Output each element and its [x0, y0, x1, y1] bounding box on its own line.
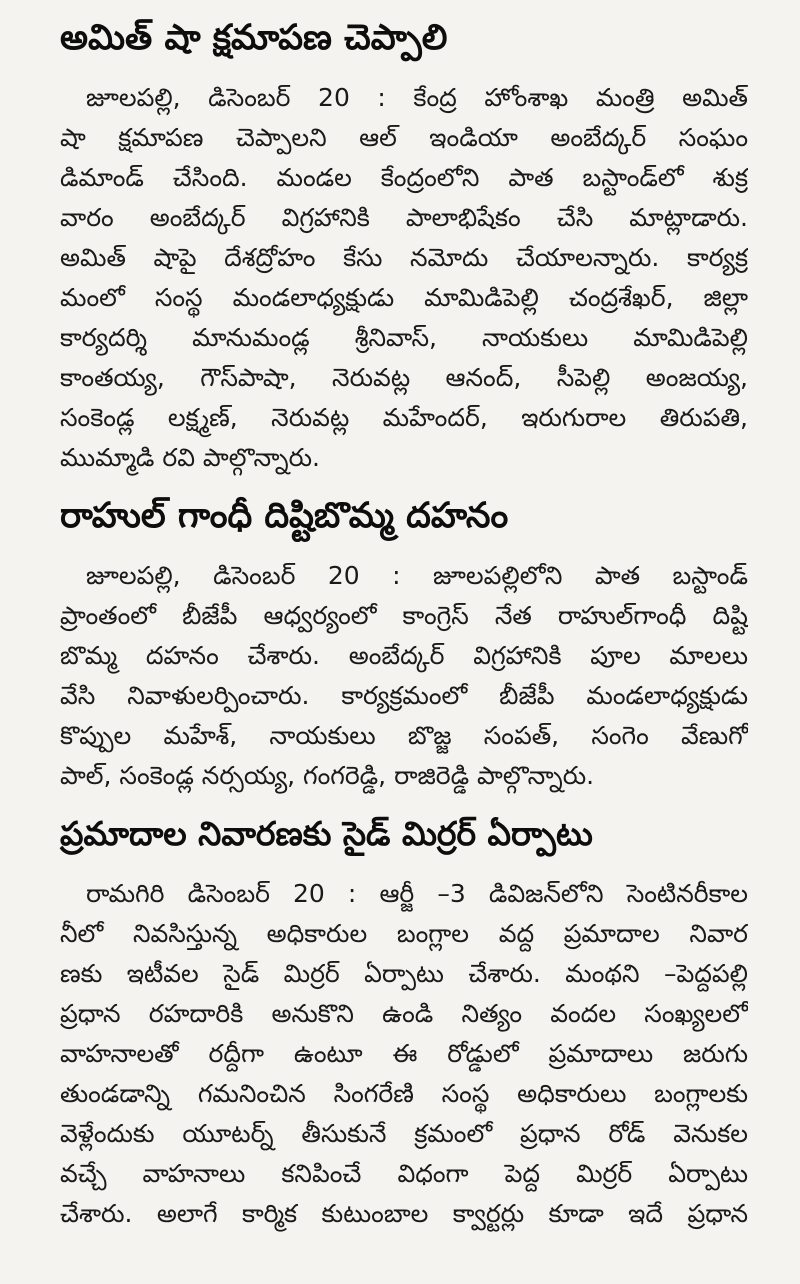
- article-line: నీలో నివసిస్తున్న అధికారుల బంగ్లాల వద్ద ప్రమాదాల నివార: [60, 919, 748, 948]
- article-line: బొమ్మ దహనం చేశారు. అంబేద్కర్ విగ్రహానికి పూల మాలలు: [60, 641, 748, 670]
- article-line: ముమ్మాడి రవి పాల్గొన్నారు.: [60, 443, 320, 472]
- article-line: కొప్పుల మహేశ్, నాయకులు బొజ్జ సంపత్, సంగెం వేణుగో: [60, 721, 748, 750]
- article-line: ప్రాంతంలో బీజేపీ ఆధ్వర్యంలో కాంగ్రెస్ నేత రాహుల్‌గాంధీ దిష్టి: [60, 601, 748, 630]
- article-line: జూలపల్లి, డిసెంబర్ 20 : కేంద్ర హోంశాఖ మంత్రి అమిత్: [86, 83, 748, 112]
- article-line: డిమాండ్ చేసింది. మండల కేంద్రంలోని పాత బస్టాండ్‌లో శుక్ర: [60, 163, 748, 192]
- article-line: సంకెండ్ల లక్ష్మణ్, నెరువట్ల మహేందర్, ఇరుగురాల తిరుపతి,: [60, 403, 748, 432]
- article-line: వేసి నివాళులర్పించారు. కార్యక్రమంలో బీజేపీ మండలాధ్యక్షుడు: [60, 681, 748, 710]
- article-body: [0, 78, 800, 478]
- article-rahul-gandhi: [0, 494, 800, 796]
- article-headline: రాహుల్ గాంధీ దిష్టిబొమ్మ దహనం: [60, 496, 509, 536]
- article-line: జూలపల్లి, డిసెంబర్ 20 : జూలపల్లిలోని పాత బస్టాండ్: [86, 561, 748, 590]
- article-amit-shah: [0, 16, 800, 478]
- article-line: తుండడాన్ని గమనించిన సింగరేణి సంస్థ అధికారులు బంగ్లాలకు: [60, 1079, 748, 1108]
- article-line: చేశారు. అలాగే కార్మిక కుటుంబాల క్వార్టర్లు కూడా ఇదే ప్రధాన: [60, 1199, 748, 1228]
- article-line: వాహనాలతో రద్దీగా ఉంటూ ఈ రోడ్డులో ప్రమాదాలు జరుగు: [60, 1039, 748, 1068]
- article-line: షా క్షమాపణ చెప్పాలని ఆల్ ఇండియా అంబేద్కర్ సంఘం: [60, 123, 748, 152]
- article-line: మంలో సంస్థ మండలాధ్యక్షుడు మామిడిపెల్లి చంద్రశేఖర్, జిల్లా: [60, 283, 748, 312]
- article-line: ణకు ఇటీవల సైడ్ మిర్రర్ ఏర్పాటు చేశారు. మంథని –పెద్దపల్లి: [60, 959, 748, 988]
- article-line: వచ్చే వాహనాలు కనిపించే విధంగా పెద్ద మిర్రర్ ఏర్పాటు: [60, 1159, 748, 1188]
- article-line: కార్యదర్శి మానుమండ్ల శ్రీనివాస్, నాయకులు మామిడిపెల్లి: [60, 323, 748, 352]
- article-line: వారం అంబేద్కర్ విగ్రహానికి పాలాభిషేకం చేసి మాట్లాడారు.: [60, 203, 748, 232]
- article-line: అమిత్ షాపై దేశద్రోహం కేసు నమోదు చేయాలన్నారు. కార్యక్ర: [60, 243, 748, 272]
- article-body: [0, 556, 800, 796]
- article-side-mirror: [0, 812, 800, 1234]
- article-line: రామగిరి డిసెంబర్ 20 : ఆర్జీ –3 డివిజన్‌లోని సెంటినరీకాల: [86, 879, 748, 908]
- article-headline: ప్రమాదాల నివారణకు సైడ్ మిర్రర్ ఏర్పాటు: [60, 814, 593, 853]
- article-body: [0, 874, 800, 1234]
- article-headline: అమిత్ షా క్షమాపణ చెప్పాలి: [60, 18, 448, 58]
- article-line: ప్రధాన రహదారికి అనుకొని ఉండి నిత్యం వందల సంఖ్యలలో: [60, 999, 748, 1028]
- article-line: వెళ్లేందుకు యూటర్న్ తీసుకునే క్రమంలో ప్రధాన రోడ్ వెనుకల: [60, 1119, 748, 1148]
- article-line: కాంతయ్య, గౌస్‌పాషా, నెరువట్ల ఆనంద్, సీపెల్లి అంజయ్య,: [60, 363, 748, 392]
- article-line: పాల్, సంకెండ్ల నర్సయ్య, గంగరెడ్డి, రాజిరెడ్డి పాల్గొన్నారు.: [60, 761, 595, 790]
